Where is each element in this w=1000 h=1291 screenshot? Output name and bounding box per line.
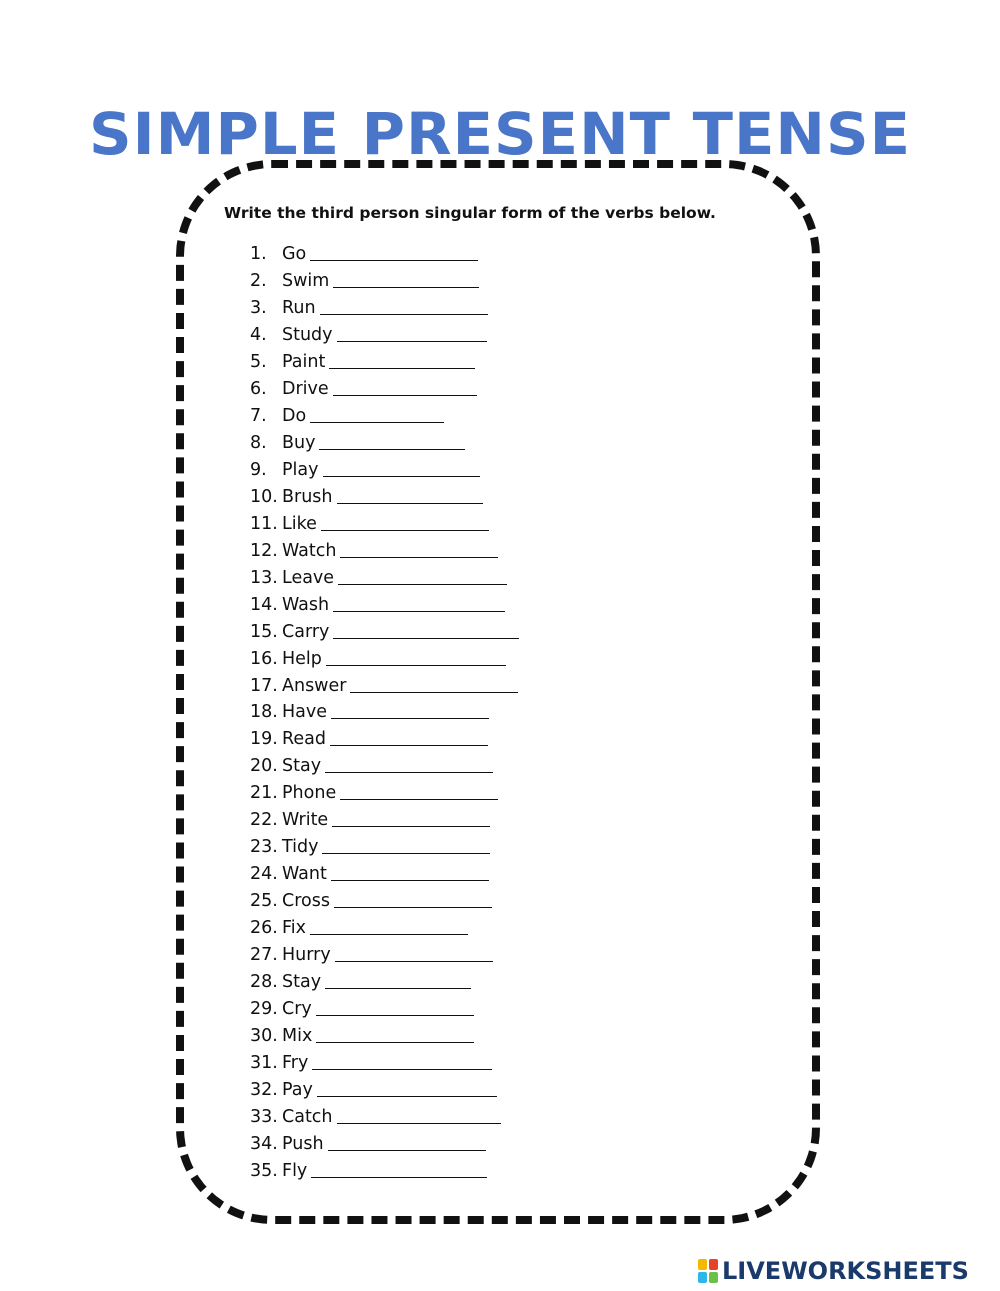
- answer-blank-line[interactable]: [330, 731, 488, 746]
- verb-item: [250, 864, 489, 891]
- verb-number: 19.: [250, 729, 278, 750]
- answer-blank-line[interactable]: [316, 1028, 474, 1043]
- verb-item: [250, 676, 518, 703]
- verb-number: 15.: [250, 621, 278, 642]
- verb-number: 8.: [250, 432, 267, 453]
- verb-word: Stay: [282, 972, 322, 993]
- verb-item: [250, 298, 488, 325]
- verb-number: 31.: [250, 1053, 278, 1074]
- answer-blank-line[interactable]: [321, 516, 489, 531]
- verb-number: 11.: [250, 513, 278, 534]
- logo-square-green: [709, 1272, 718, 1283]
- verb-item: [250, 433, 465, 460]
- answer-blank-line[interactable]: [332, 812, 490, 827]
- answer-blank-line[interactable]: [310, 920, 468, 935]
- answer-blank-line[interactable]: [333, 273, 479, 288]
- verb-word: Write: [282, 810, 329, 831]
- verb-item: [250, 487, 483, 514]
- verb-number: 24.: [250, 864, 278, 885]
- verb-number: 18.: [250, 702, 278, 723]
- verb-item: [250, 568, 507, 595]
- verb-number: 3.: [250, 297, 267, 318]
- verb-item: [250, 1161, 487, 1188]
- verb-item: [250, 1053, 492, 1080]
- verb-word: Have: [282, 702, 328, 723]
- verb-item: [250, 271, 479, 298]
- verb-word: Like: [282, 513, 317, 534]
- verb-item: [250, 595, 505, 622]
- verb-number: 14.: [250, 594, 278, 615]
- answer-blank-line[interactable]: [317, 1082, 497, 1097]
- verb-item: [250, 622, 519, 649]
- verb-item: [250, 541, 498, 568]
- worksheet-title: SIMPLE PRESENT TENSE: [88, 99, 912, 168]
- verb-word: Fix: [282, 918, 307, 939]
- verb-item: [250, 325, 487, 352]
- verb-item: [250, 514, 489, 541]
- answer-blank-line[interactable]: [331, 866, 489, 881]
- verb-number: 20.: [250, 756, 278, 777]
- verb-word: Read: [282, 729, 326, 750]
- verb-word: Brush: [282, 486, 333, 507]
- verb-number: 5.: [250, 351, 267, 372]
- verb-word: Hurry: [282, 945, 331, 966]
- answer-blank-line[interactable]: [337, 327, 487, 342]
- answer-blank-line[interactable]: [331, 704, 489, 719]
- verb-word: Fly: [282, 1160, 308, 1181]
- verb-item: [250, 918, 468, 945]
- verb-word: Leave: [282, 567, 335, 588]
- verb-word: Run: [282, 297, 316, 318]
- answer-blank-line[interactable]: [337, 489, 483, 504]
- verb-item: [250, 999, 474, 1026]
- answer-blank-line[interactable]: [350, 678, 518, 693]
- verb-item: [250, 352, 475, 379]
- verb-number: 21.: [250, 783, 278, 804]
- verb-number: 6.: [250, 378, 267, 399]
- verb-number: 34.: [250, 1134, 278, 1154]
- verb-item: [250, 945, 493, 972]
- answer-blank-line[interactable]: [340, 543, 498, 558]
- verb-word: Watch: [282, 540, 337, 561]
- instruction-text: Write the third person singular form of the verbs below.: [224, 204, 716, 222]
- answer-blank-line[interactable]: [311, 1163, 487, 1178]
- answer-blank-line[interactable]: [325, 758, 493, 773]
- verb-item: [250, 972, 471, 999]
- verb-word: Stay: [282, 756, 322, 777]
- verb-number: 10.: [250, 486, 278, 507]
- logo-square-red: [709, 1259, 718, 1270]
- verb-item: [250, 702, 489, 729]
- answer-blank-line[interactable]: [320, 300, 488, 315]
- verb-number: 35.: [250, 1160, 278, 1181]
- answer-blank-line[interactable]: [312, 1055, 492, 1070]
- verb-number: 12.: [250, 540, 278, 561]
- answer-blank-line[interactable]: [329, 354, 475, 369]
- liveworksheets-logo-icon: [697, 1258, 719, 1284]
- answer-blank-line[interactable]: [340, 785, 498, 800]
- answer-blank-line[interactable]: [326, 651, 506, 666]
- verb-number: 32.: [250, 1080, 278, 1101]
- verb-word: Mix: [282, 1026, 313, 1047]
- verb-word: Swim: [282, 270, 330, 291]
- verb-word: Pay: [282, 1080, 313, 1101]
- verb-item: [250, 460, 480, 487]
- verb-number: 1.: [250, 244, 267, 264]
- answer-blank-line[interactable]: [335, 947, 493, 962]
- verb-word: Drive: [282, 378, 329, 399]
- answer-blank-line[interactable]: [323, 462, 480, 477]
- answer-blank-line[interactable]: [310, 246, 478, 261]
- verb-item: [250, 783, 498, 810]
- verb-word: Tidy: [282, 837, 319, 858]
- answer-blank-line[interactable]: [316, 1001, 474, 1016]
- verb-word: Catch: [282, 1107, 333, 1128]
- verb-number: 30.: [250, 1026, 278, 1047]
- answer-blank-line[interactable]: [325, 974, 471, 989]
- verb-word: Paint: [282, 351, 326, 372]
- verb-number: 4.: [250, 324, 267, 345]
- verb-number: 28.: [250, 972, 278, 993]
- verb-item: [250, 837, 490, 864]
- brand-logo[interactable]: [697, 1256, 969, 1286]
- verb-item: [250, 810, 490, 837]
- verb-word: Buy: [282, 432, 316, 453]
- verb-number: 13.: [250, 567, 278, 588]
- answer-blank-line[interactable]: [333, 381, 477, 396]
- verb-number: 29.: [250, 999, 278, 1020]
- verb-word: Cry: [282, 999, 312, 1020]
- answer-blank-line[interactable]: [337, 1109, 501, 1124]
- answer-blank-line[interactable]: [319, 435, 465, 450]
- verb-number: 26.: [250, 918, 278, 939]
- verb-item: [250, 406, 444, 433]
- logo-square-blue: [698, 1272, 707, 1283]
- verb-word: Fry: [282, 1053, 309, 1074]
- verb-number: 17.: [250, 675, 278, 696]
- verb-number: 23.: [250, 837, 278, 858]
- answer-blank-line[interactable]: [322, 839, 490, 854]
- brand-name: LIVEWORKSHEETS: [722, 1257, 969, 1285]
- verb-item: [250, 891, 492, 918]
- answer-blank-line[interactable]: [333, 624, 519, 639]
- verb-number: 7.: [250, 405, 267, 426]
- verb-word: Play: [282, 459, 319, 480]
- verb-word: Want: [282, 864, 327, 885]
- answer-blank-line[interactable]: [338, 570, 507, 585]
- verb-item: [250, 729, 488, 756]
- verb-item: [250, 649, 506, 676]
- verb-word: Wash: [282, 594, 330, 615]
- verb-item: [250, 1107, 501, 1134]
- verb-word: Do: [282, 405, 307, 426]
- logo-square-yellow: [698, 1259, 707, 1270]
- answer-blank-line[interactable]: [334, 893, 492, 908]
- verb-item: [250, 379, 477, 406]
- verb-word: Answer: [282, 675, 347, 696]
- verb-number: 2.: [250, 270, 267, 291]
- verb-number: 33.: [250, 1107, 278, 1128]
- verb-item: [250, 756, 493, 783]
- verb-number: 25.: [250, 891, 278, 912]
- verb-word: Study: [282, 324, 333, 345]
- verb-number: 27.: [250, 945, 278, 966]
- verb-word: Go: [282, 244, 307, 264]
- verb-word: Phone: [282, 783, 337, 804]
- answer-blank-line[interactable]: [328, 1136, 486, 1151]
- verb-item: [250, 1080, 497, 1107]
- answer-blank-line[interactable]: [310, 408, 444, 423]
- verb-word: Cross: [282, 891, 330, 912]
- verb-item: [250, 1026, 474, 1053]
- verb-number: 22.: [250, 810, 278, 831]
- verb-word: Help: [282, 648, 322, 669]
- verb-number: 16.: [250, 648, 278, 669]
- verb-item: [250, 1134, 486, 1161]
- answer-blank-line[interactable]: [333, 597, 505, 612]
- verb-word: Push: [282, 1134, 324, 1154]
- verb-item: [250, 244, 478, 271]
- verb-word: Carry: [282, 621, 330, 642]
- verb-number: 9.: [250, 459, 267, 480]
